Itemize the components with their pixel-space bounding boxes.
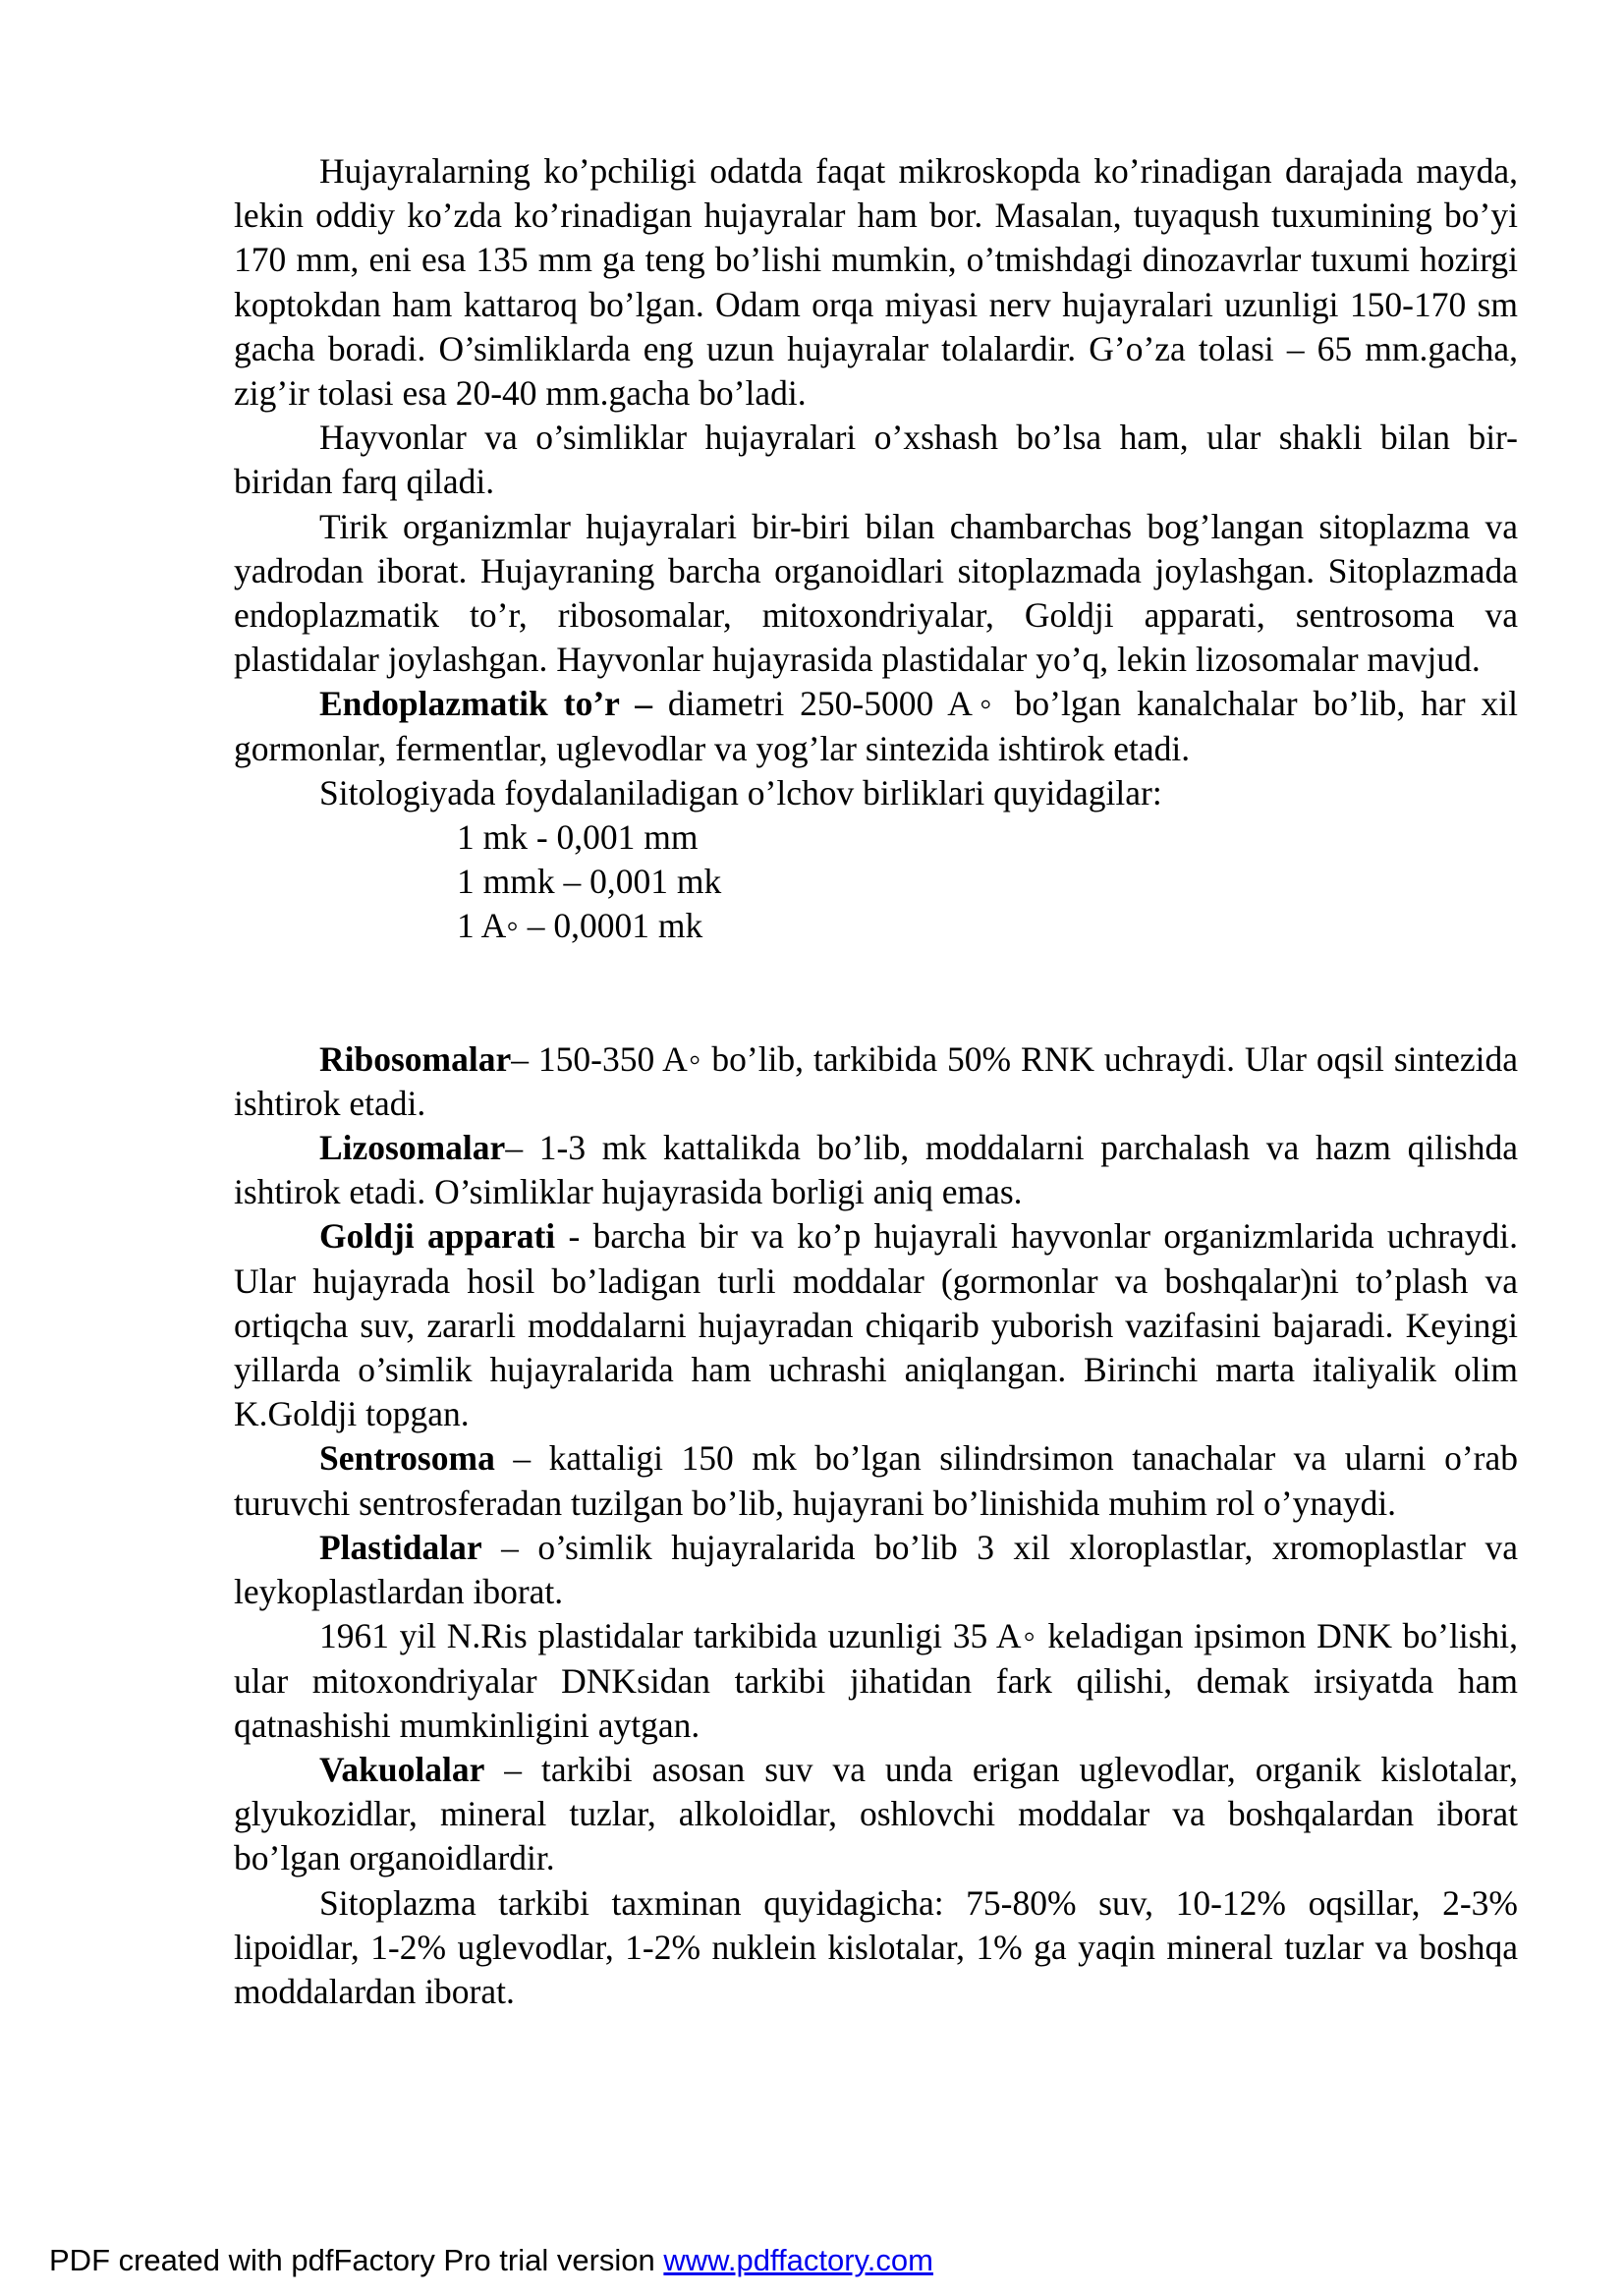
paragraph-cell-structure: Tirik organizmlar hujayralari bir-biri bilan chambarchas bog’langan sitoplazma va yadrodan iborat. Hujayraning barcha organoidlari sitoplazmada joylashgan. Sitoplazmada endoplazmatik to’r, ribosomalar, mitoxondriyalar, Goldji apparati, sentrosoma va plastidalar joylashgan. Hayvonlar hujayrasida plastidalar yo’q, lekin lizosomalar mavjud.	[234, 506, 1518, 680]
paragraph-endoplasmic	[234, 682, 1518, 770]
pdf-footer	[49, 2242, 933, 2279]
text-endoplasmic: diametri 250-5000 A◦ bo’lgan kanalchalar bo’lib, har xil gormonlar, fermentlar, uglevodlar va yog’lar sintezida ishtirok etadi.	[234, 684, 1518, 768]
text-lysosomes: – 1-3 mk kattalikda bo’lib, moddalarni parchalash va hazm qilishda ishtirok etadi. O’simliklar hujayrasida borligi aniq emas.	[234, 1128, 1518, 1212]
paragraph-golgi	[234, 1214, 1518, 1436]
paragraph-lysosomes	[234, 1126, 1518, 1214]
paragraph-units-intro: Sitologiyada foydalaniladigan o’lchov birliklari quyidagilar:	[319, 772, 1162, 812]
paragraph-vacuoles	[234, 1748, 1518, 1881]
footer-link[interactable]: www.pdffactory.com	[663, 2243, 933, 2277]
paragraph-shape-difference: Hayvonlar va o’simliklar hujayralari o’xshash bo’lsa ham, ular shakli bilan bir-biridan farq qiladi.	[234, 418, 1518, 502]
paragraph-plastids	[234, 1526, 1518, 1614]
term-centrosome: Sentrosoma	[319, 1438, 495, 1479]
text-vacuoles: – tarkibi asosan suv va unda erigan uglevodlar, organik kislotalar, glyukozidlar, mineral tuzlar, alkoloidlar, oshlovchi moddalar va boshqalardan iborat bo’lgan organoidlardir.	[234, 1749, 1518, 1878]
term-plastids: Plastidalar	[319, 1527, 482, 1567]
unit-line: 1 mmk – 0,001 mk	[457, 862, 722, 902]
term-endoplasmic: Endoplazmatik to’r –	[319, 684, 652, 724]
unit-line: 1 mk - 0,001 mm	[457, 817, 699, 858]
document-body	[234, 149, 1518, 2014]
term-lysosomes: Lizosomalar	[319, 1128, 506, 1168]
term-ribosomes: Ribosomalar	[319, 1038, 512, 1079]
units-list	[234, 815, 1518, 949]
text-centrosome: – kattaligi 150 mk bo’lgan silindrsimon tanachalar va ularni o’rab turuvchi sentrosferadan tuzilgan bo’lib, hujayrani bo’linishida muhim rol o’ynaydi.	[234, 1438, 1518, 1523]
term-vacuoles: Vakuolalar	[319, 1749, 485, 1789]
footer-text: PDF created with pdfFactory Pro trial version	[49, 2243, 664, 2277]
paragraph-ribosomes	[234, 1037, 1518, 1126]
text-golgi: - barcha bir va ko’p hujayrali hayvonlar organizmlarida uchraydi. Ular hujayrada hosil bo’ladigan turli moddalar (gormonlar va boshqalar)ni to’plash va ortiqcha suv, zararli moddalarni hujayradan chiqarib yuborish vazifasini bajaradi. Keyingi yillarda o’simlik hujayralarida ham uchrashi aniqlangan. Birinchi marta italiyalik olim K.Goldji topgan.	[234, 1216, 1518, 1434]
paragraph-cell-size: Hujayralarning ko’pchiligi odatda faqat mikroskopda ko’rinadigan darajada mayda, lekin oddiy ko’zda ko’rinadigan hujayralar ham bor. Masalan, tuyaqush tuxumining bo’yi 170 mm, eni esa 135 mm ga teng bo’lishi mumkin, o’tmishdagi dinozavrlar tuxumi hozirgi koptokdan ham kattaroq bo’lgan. Odam orqa miyasi nerv hujayralari uzunligi 150-170 sm gacha boradi. O’simliklarda eng uzun hujayralar tolalardir. G’o’za tolasi – 65 mm.gacha, zig’ir tolasi esa 20-40 mm.gacha bo’ladi.	[234, 151, 1518, 414]
paragraph-centrosome	[234, 1436, 1518, 1525]
term-golgi: Goldji apparati	[319, 1216, 556, 1257]
text-ribosomes: – 150-350 A◦ bo’lib, tarkibida 50% RNK uchraydi. Ular oqsil sintezida ishtirok etadi.	[234, 1038, 1518, 1123]
unit-line: 1 A◦ – 0,0001 mk	[457, 906, 703, 946]
paragraph-1961: 1961 yil N.Ris plastidalar tarkibida uzunligi 35 A◦ keladigan ipsimon DNK bo’lishi, ular mitoxondriyalar DNKsidan tarkibi jihatidan fark qilishi, demak irsiyatda ham qatnashishi mumkinligini aytgan.	[234, 1616, 1518, 1745]
text-plastids: – o’simlik hujayralarida bo’lib 3 xil xloroplastlar, xromoplastlar va leykoplastlardan iborat.	[234, 1527, 1518, 1612]
paragraph-cytoplasm-composition: Sitoplazma tarkibi taxminan quyidagicha: 75-80% suv, 10-12% oqsillar, 2-3% lipoidlar, 1-2% uglevodlar, 1-2% nuklein kislotalar, 1% ga yaqin mineral tuzlar va boshqa moddalardan iborat.	[234, 1882, 1518, 2011]
